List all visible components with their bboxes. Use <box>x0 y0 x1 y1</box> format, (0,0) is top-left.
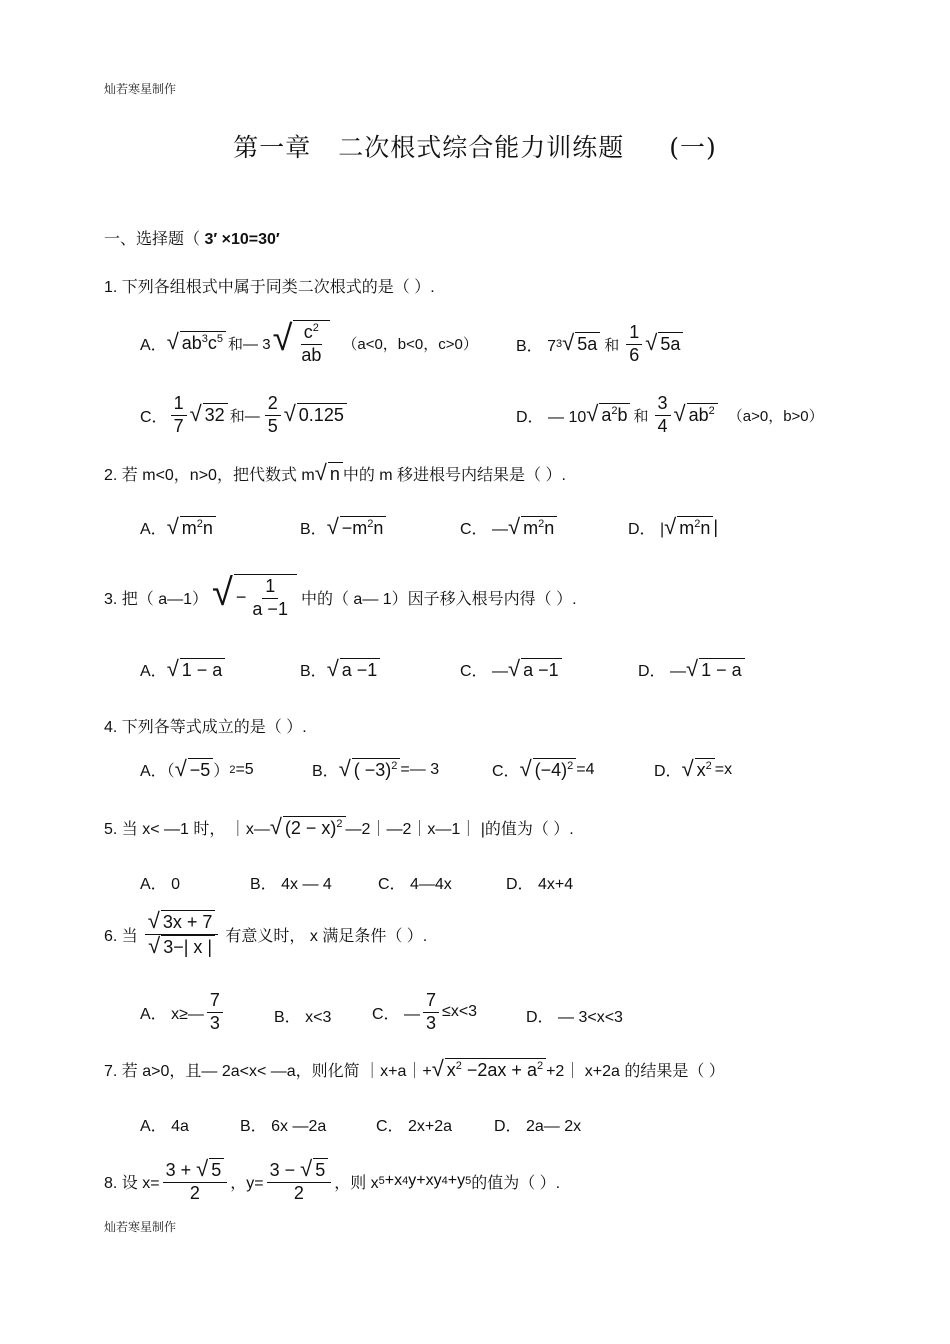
option-text: 和— <box>229 407 260 425</box>
question-text: 有意义时， x 满足条件（ ）. <box>225 927 428 945</box>
math-expression: √ $m^2n$ <box>508 516 557 540</box>
math-expression: √ n <box>315 462 343 486</box>
option-label: C． <box>492 763 520 781</box>
question-text: 6. 当 <box>104 927 138 945</box>
question-3 <box>104 574 577 620</box>
q1-option-a <box>140 317 478 366</box>
math-expression: √ $ab^3c^5$ <box>167 331 226 355</box>
option-label: B． <box>300 521 327 539</box>
option-label: A． <box>140 336 167 354</box>
q6-option-a <box>140 990 226 1034</box>
question-text: ，y= <box>230 1174 264 1192</box>
math-expression: √ −5 <box>175 758 214 782</box>
option-text: =4 <box>576 760 595 778</box>
question-text: 8. 设 x= <box>104 1174 160 1192</box>
question-text: 5. 当 x< —1 时， ｜x— <box>104 821 270 839</box>
q3-option-c <box>460 658 562 682</box>
math-expression: √ $m^2n$ <box>167 516 216 540</box>
option-label: A． <box>140 663 167 681</box>
question-text: 2. 若 m<0，n>0，把代数式 m <box>104 467 315 485</box>
math-expression: 3 √ 5a <box>556 332 600 356</box>
question-text: 7. 若 a>0，且— 2a<x< —a，则化简 ｜x+a｜+ <box>104 1063 432 1081</box>
page-header: 灿若寒星制作 <box>104 82 177 96</box>
q3-option-a <box>140 658 225 682</box>
option-label: B． <box>312 763 339 781</box>
question-text: 3. 把（ a—1） <box>104 590 209 608</box>
question-2 <box>104 462 566 486</box>
q6-option-b: B． x<3 <box>274 1009 332 1026</box>
option-condition: （a>0，b>0） <box>727 407 824 425</box>
question-1: 1. 下列各组根式中属于同类二次根式的是（ ）. <box>104 279 435 296</box>
math-expression: √ $\frac{c^2}{ab}$ <box>273 320 331 366</box>
q3-option-b <box>300 658 380 682</box>
q4-option-d <box>654 758 732 782</box>
question-text: ，则 x <box>334 1174 379 1192</box>
option-label: C． — <box>372 1005 421 1023</box>
question-7 <box>104 1058 725 1082</box>
option-label: A．（ <box>140 763 175 781</box>
chapter-label: 第一章 <box>233 133 312 162</box>
q7-option-a: A． 4a <box>140 1118 189 1135</box>
q5-option-a: A． 0 <box>140 876 181 893</box>
q5-option-c: C． 4—4x <box>378 876 452 893</box>
question-4: 4. 下列各等式成立的是（ ）. <box>104 719 307 736</box>
option-label: C． <box>140 408 168 426</box>
q7-option-c: C． 2x+2a <box>376 1118 453 1135</box>
option-label: B． <box>300 663 327 681</box>
math-expression: √ $x^2$ <box>682 758 715 782</box>
option-label: C． — <box>460 663 509 681</box>
q4-option-a: A．（ √ −5 ） 2 =5 <box>140 756 254 781</box>
option-text: 和 <box>604 336 620 354</box>
math-expression: √ $x^2 -2ax + a^2$ <box>432 1058 546 1082</box>
title-part: (一) <box>669 133 717 162</box>
q2-option-c <box>460 516 557 540</box>
math-expression: $\frac{7}{3}$ <box>420 990 442 1034</box>
option-text: 和— 3 <box>228 335 271 353</box>
option-label: B． 7 <box>516 337 557 355</box>
math-expression: √ $-m^2n$ <box>327 516 387 540</box>
q2-option-d <box>628 516 718 540</box>
page-title <box>0 128 950 164</box>
math-expression: $\frac{1}{6}$ √ 5a <box>623 322 683 366</box>
math-expression: 3 − √ 5 2 <box>264 1158 335 1204</box>
q3-option-d <box>638 658 745 682</box>
math-expression: √ a −1 <box>508 658 562 682</box>
q1-option-b <box>516 322 683 366</box>
option-label: D． | <box>628 521 665 539</box>
q4-option-b <box>312 758 439 782</box>
q5-option-b: B． 4x — 4 <box>250 876 332 893</box>
option-text: ） <box>213 763 230 781</box>
math-expression: √ 1 − a <box>167 658 226 682</box>
math-expression: $\frac{3}{4}$ √ $ab^2$ <box>652 393 718 437</box>
math-expression: √ $(-4)^2$ <box>520 758 577 782</box>
question-6 <box>104 910 427 958</box>
option-text: =x <box>714 760 733 778</box>
math-expression: √ 3x + 7 √ 3−| x | <box>142 910 222 958</box>
question-text: +2｜ x+2a 的结果是（ ） <box>546 1063 725 1081</box>
option-label: A． <box>140 521 167 539</box>
question-text: 中的（ a— 1）因子移入根号内得（ ）. <box>300 590 577 608</box>
q7-option-d: D． 2a— 2x <box>494 1118 582 1135</box>
section-heading <box>104 226 280 249</box>
option-label: A． x≥— <box>140 1005 204 1023</box>
math-expression: √ − $\frac{1}{a -1}$ <box>212 574 297 620</box>
math-expression: √ $m^2n$ | <box>664 514 719 539</box>
q6-option-d: D． — 3<x<3 <box>526 1009 623 1026</box>
question-8: 8. 设 x= 3 + √ 5 2 ，y= 3 − √ 5 2 ，则 x 5 +x 4 y+xy 4 +y 5 的值为（ ）. <box>104 1156 561 1203</box>
q2-option-b <box>300 516 386 540</box>
math-expression: 3 + √ 5 2 <box>160 1158 231 1204</box>
math-expression: √ $a^2b$ <box>586 403 630 427</box>
page-footer: 灿若寒星制作 <box>104 1220 177 1234</box>
option-label: D． <box>654 763 682 781</box>
q4-option-c <box>492 758 595 782</box>
math-expression: √ $(2 - x)^2$ <box>270 816 346 840</box>
option-text: =5 <box>235 760 254 778</box>
option-text: 和 <box>633 407 649 425</box>
question-text: —2｜—2｜x—1｜ |的值为（ ）. <box>345 821 574 839</box>
q5-option-d: D． 4x+4 <box>506 876 574 893</box>
section-label: 一、选择题（ <box>104 231 201 248</box>
option-label: D． — <box>638 663 687 681</box>
math-expression: $\frac{1}{7}$ √ 32 <box>168 393 228 437</box>
math-expression: $\frac{7}{3}$ <box>204 990 226 1034</box>
option-text: =— 3 <box>400 760 440 778</box>
section-score: 3′ ×10=30′ <box>204 231 280 248</box>
q1-option-c <box>140 393 347 437</box>
option-label: D． — 10 <box>516 408 587 426</box>
math-expression: √ a −1 <box>327 658 381 682</box>
option-text: ≤x<3 <box>442 1003 478 1021</box>
option-condition: （a<0，b<0，c>0） <box>342 335 478 353</box>
math-expression: √ ( −3)$^2$ <box>339 758 401 782</box>
option-label: C． — <box>460 521 509 539</box>
math-expression: √ 1 − a <box>686 658 745 682</box>
title-text: 二次根式综合能力训练题 <box>338 133 625 162</box>
question-5 <box>104 816 574 840</box>
question-text: 中的 m 移进根号内结果是（ ）. <box>342 467 566 485</box>
question-text: 的值为（ ）. <box>471 1174 561 1192</box>
q6-option-c <box>372 990 477 1034</box>
q2-option-a <box>140 516 216 540</box>
q1-option-d <box>516 393 824 437</box>
q7-option-b: B． 6x —2a <box>240 1118 327 1135</box>
math-expression: $\frac{2}{5}$ √ 0.125 <box>262 393 347 437</box>
